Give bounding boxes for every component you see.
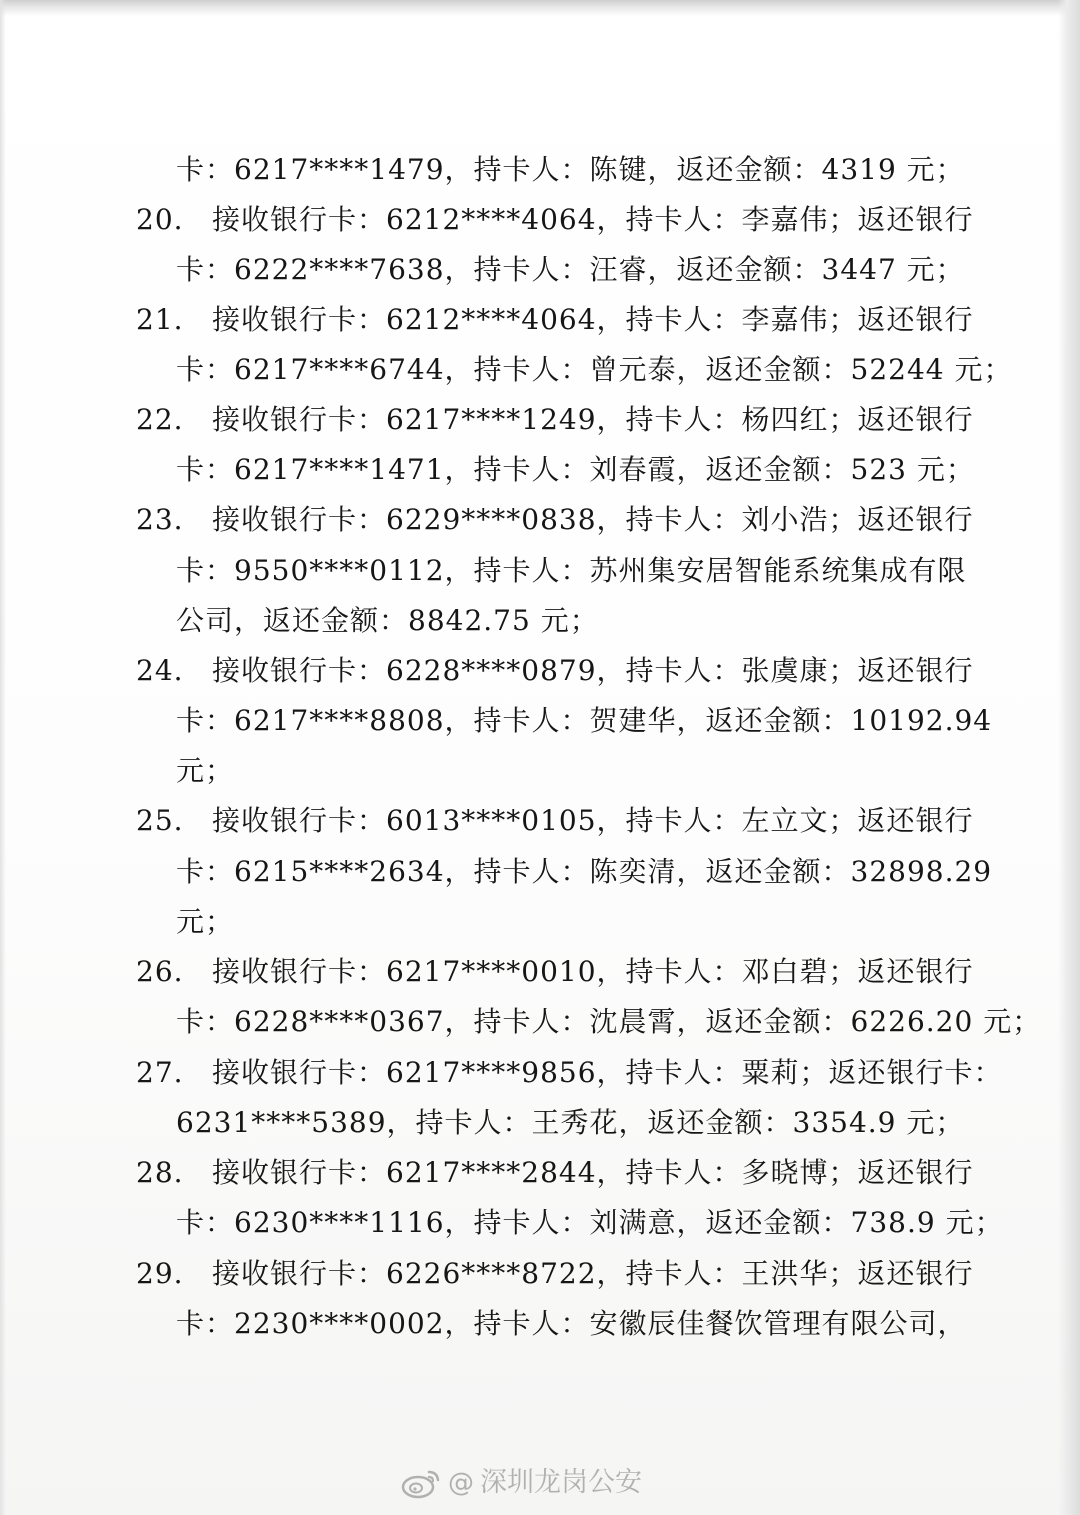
item-number: 22. [136, 403, 184, 436]
text-line: 接收银行卡：6217****2844，持卡人：多晓博；返还银行 [212, 1156, 974, 1189]
text-line: 接收银行卡：6212****4064，持卡人：李嘉伟；返还银行 [212, 303, 974, 336]
text-line: 接收银行卡：6212****4064，持卡人：李嘉伟；返还银行 [212, 203, 974, 236]
text-line: 接收银行卡：6217****1249，持卡人：杨四红；返还银行 [212, 403, 974, 436]
text-line: 卡：6217****8808，持卡人：贺建华，返还金额：10192.94 [176, 704, 993, 737]
page-left-shadow [0, 0, 6, 1515]
text-line: 卡：9550****0112，持卡人：苏州集安居智能系统集成有限 [176, 554, 967, 587]
watermark-at-sign: @ [448, 1468, 474, 1498]
text-line: 接收银行卡：6228****0879，持卡人：张虞康；返还银行 [212, 654, 974, 687]
item-number: 29. [136, 1257, 184, 1290]
text-line: 卡：6228****0367，持卡人：沈晨霄，返还金额：6226.20 元； [176, 1005, 1042, 1038]
text-line: 元； [176, 754, 235, 787]
page-right-shadow [1058, 0, 1080, 1515]
text-line: 卡：6230****1116，持卡人：刘满意，返还金额：738.9 元； [176, 1206, 1004, 1239]
weibo-watermark [400, 1466, 642, 1500]
text-line: 接收银行卡：6226****8722，持卡人：王洪华；返还银行 [212, 1257, 974, 1290]
item-number: 23. [136, 503, 184, 536]
text-line: 接收银行卡：6217****0010，持卡人：邓白碧；返还银行 [212, 955, 974, 988]
item-number: 27. [136, 1056, 184, 1089]
page-top-shadow [0, 0, 1080, 16]
item-number: 25. [136, 804, 184, 837]
text-line: 接收银行卡：6217****9856，持卡人：粟莉；返还银行卡： [212, 1056, 1003, 1089]
text-line: 元； [176, 905, 235, 938]
item-number: 26. [136, 955, 184, 988]
text-line: 卡：2230****0002，持卡人：安徽辰佳餐饮管理有限公司， [176, 1307, 967, 1340]
weibo-logo-icon [400, 1466, 442, 1500]
text-line: 卡：6222****7638，持卡人：汪睿，返还金额：3447 元； [176, 253, 965, 286]
text-line: 卡：6217****1479，持卡人：陈键，返还金额：4319 元； [176, 153, 965, 186]
text-line: 公司，返还金额：8842.75 元； [176, 604, 599, 637]
text-line: 卡：6217****1471，持卡人：刘春霞，返还金额：523 元； [176, 453, 975, 486]
text-line: 卡：6217****6744，持卡人：曾元泰，返还金额：52244 元； [176, 353, 1013, 386]
item-number: 20. [136, 203, 184, 236]
text-line: 接收银行卡：6013****0105，持卡人：左立文；返还银行 [212, 804, 974, 837]
text-line: 卡：6215****2634，持卡人：陈奕清，返还金额：32898.29 [176, 855, 993, 888]
item-number: 24. [136, 654, 184, 687]
text-line: 接收银行卡：6229****0838，持卡人：刘小浩；返还银行 [212, 503, 974, 536]
watermark-account-name: 深圳龙岗公安 [480, 1467, 642, 1498]
text-line: 6231****5389，持卡人：王秀花，返还金额：3354.9 元； [176, 1106, 965, 1139]
item-number: 28. [136, 1156, 184, 1189]
item-number: 21. [136, 303, 184, 336]
